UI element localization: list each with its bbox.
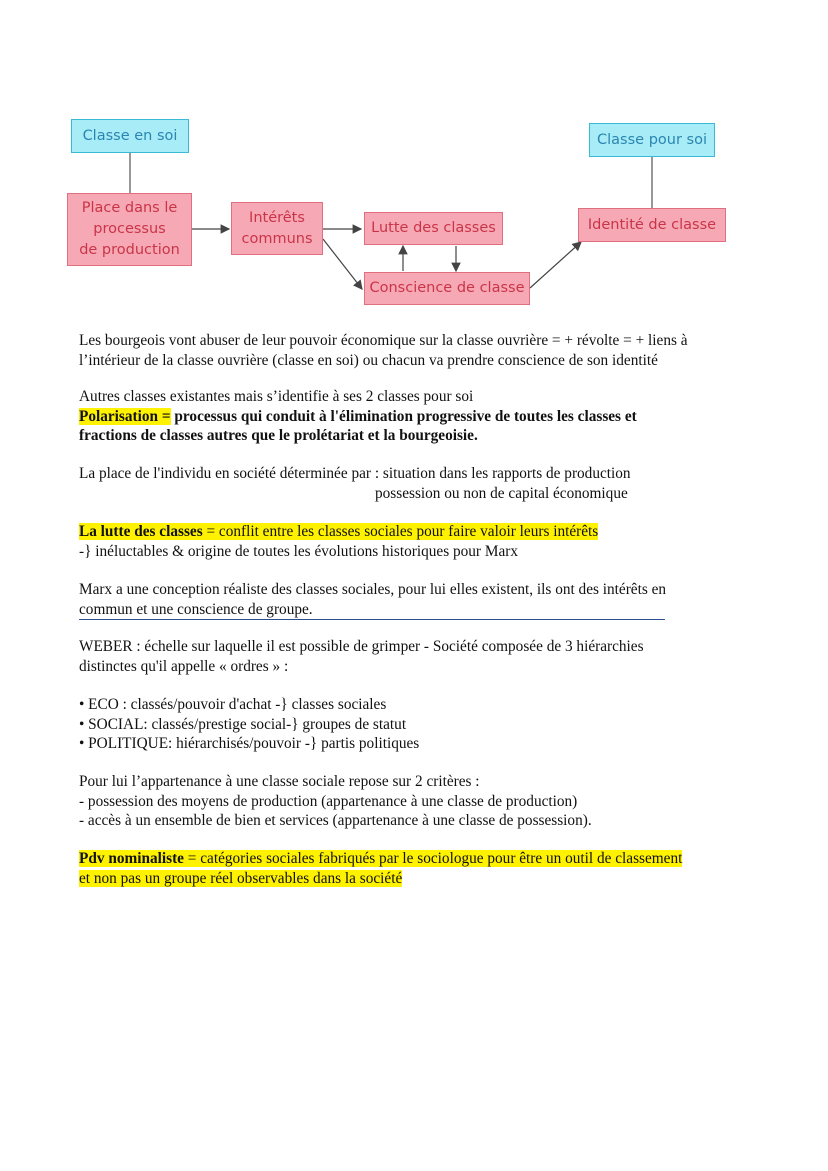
box-place-line2: processus — [93, 221, 166, 237]
paragraph-criteres-line2: - possession des moyens de production (appartenance à une classe de production) — [79, 792, 578, 810]
section-divider — [79, 619, 665, 620]
box-place-line3: de production — [79, 242, 180, 258]
arrow-interets-conscience — [323, 239, 362, 289]
box-interets-line1: Intérêts — [249, 209, 305, 226]
paragraph-bourgeois-line2: l’intérieur de la classe ouvrière (classe en soi) ou chacun va prendre conscience de son identité — [79, 351, 658, 369]
list-item-politique: • POLITIQUE: hiérarchisés/pouvoir -} partis politiques — [79, 735, 420, 752]
definition-lutte — [79, 522, 751, 542]
paragraph-bourgeois — [79, 331, 751, 370]
definition-nominaliste-line2 — [79, 869, 751, 889]
paragraph-nominaliste — [79, 849, 751, 888]
paragraph-criteres-line1: Pour lui l’appartenance à une classe sociale repose sur 2 critères : — [79, 773, 480, 790]
paragraph-marx-line1: Marx a une conception réaliste des classes sociales, pour lui elles existent, ils ont des intérêts en — [79, 581, 667, 598]
definition-polarisation — [79, 407, 751, 427]
box-conscience-de-classe: Conscience de classe — [364, 272, 530, 305]
paragraph-weber — [79, 637, 751, 676]
box-lutte-des-classes: Lutte des classes — [364, 212, 503, 245]
definition-nominaliste-text2: et non pas un groupe réel observables dans la société — [79, 869, 403, 887]
definition-polarisation-text2: fractions de classes autres que le prolétariat et la bourgeoisie. — [79, 427, 478, 444]
paragraph-marx-line2: commun et une conscience de groupe. — [79, 600, 313, 618]
box-interets-communs — [231, 202, 323, 255]
arrow-conscience-identite — [530, 242, 581, 288]
paragraph-weber-line2: distinctes qu'il appelle « ordres » : — [79, 657, 289, 675]
term-pdv-nominaliste: Pdv nominaliste — [79, 850, 184, 867]
paragraph-place-line1: La place de l'individu en société déterminée par : situation dans les rapports de production — [79, 465, 631, 482]
term-polarisation: Polarisation = — [79, 407, 171, 425]
class-consciousness-diagram — [0, 0, 828, 320]
paragraph-place-line2: possession ou non de capital économique — [375, 484, 628, 502]
box-identite-de-classe: Identité de classe — [578, 208, 726, 242]
list-item-social: • SOCIAL: classés/prestige social-} groupes de statut — [79, 715, 407, 733]
definition-lutte-text: = conflit entre les classes sociales pour faire valoir leurs intérêts — [202, 523, 599, 540]
paragraph-weber-line1: WEBER : échelle sur laquelle il est possible de grimper - Société composée de 3 hiérarchies — [79, 638, 644, 655]
definition-lutte-highlight — [79, 523, 598, 540]
term-lutte-des-classes: La lutte des classes — [79, 523, 203, 540]
weber-orders-list — [79, 695, 751, 754]
paragraph-criteres — [79, 772, 751, 831]
paragraph-polarisation — [79, 387, 751, 446]
box-place-processus-production — [67, 193, 192, 266]
box-place-line1: Place dans le — [81, 200, 178, 216]
definition-nominaliste-text1: = catégories sociales fabriqués par le sociologue pour être un outil de classement — [183, 850, 683, 867]
paragraph-lutte-line2: -} inéluctables & origine de toutes les évolutions historiques pour Marx — [79, 542, 518, 560]
box-interets-line2: communs — [241, 230, 313, 247]
paragraph-marx — [79, 580, 751, 619]
paragraph-place-individu — [79, 464, 751, 503]
paragraph-criteres-line3: - accès à un ensemble de bien et services (appartenance à une classe de possession). — [79, 812, 592, 829]
definition-polarisation-text1: processus qui conduit à l'élimination progressive de toutes les classes et — [170, 407, 637, 425]
paragraph-autres-classes: Autres classes existantes mais s’identifie à ses 2 classes pour soi — [79, 388, 474, 405]
box-classe-en-soi: Classe en soi — [71, 119, 189, 153]
list-item-eco: • ECO : classés/pouvoir d'achat -} classes sociales — [79, 696, 387, 713]
paragraph-lutte-des-classes — [79, 522, 751, 561]
box-classe-pour-soi: Classe pour soi — [589, 123, 715, 157]
definition-nominaliste-highlight1 — [79, 850, 682, 867]
paragraph-bourgeois-line1: Les bourgeois vont abuser de leur pouvoir économique sur la classe ouvrière = + révolte = + liens à — [79, 332, 688, 349]
definition-nominaliste-line1 — [79, 849, 751, 869]
